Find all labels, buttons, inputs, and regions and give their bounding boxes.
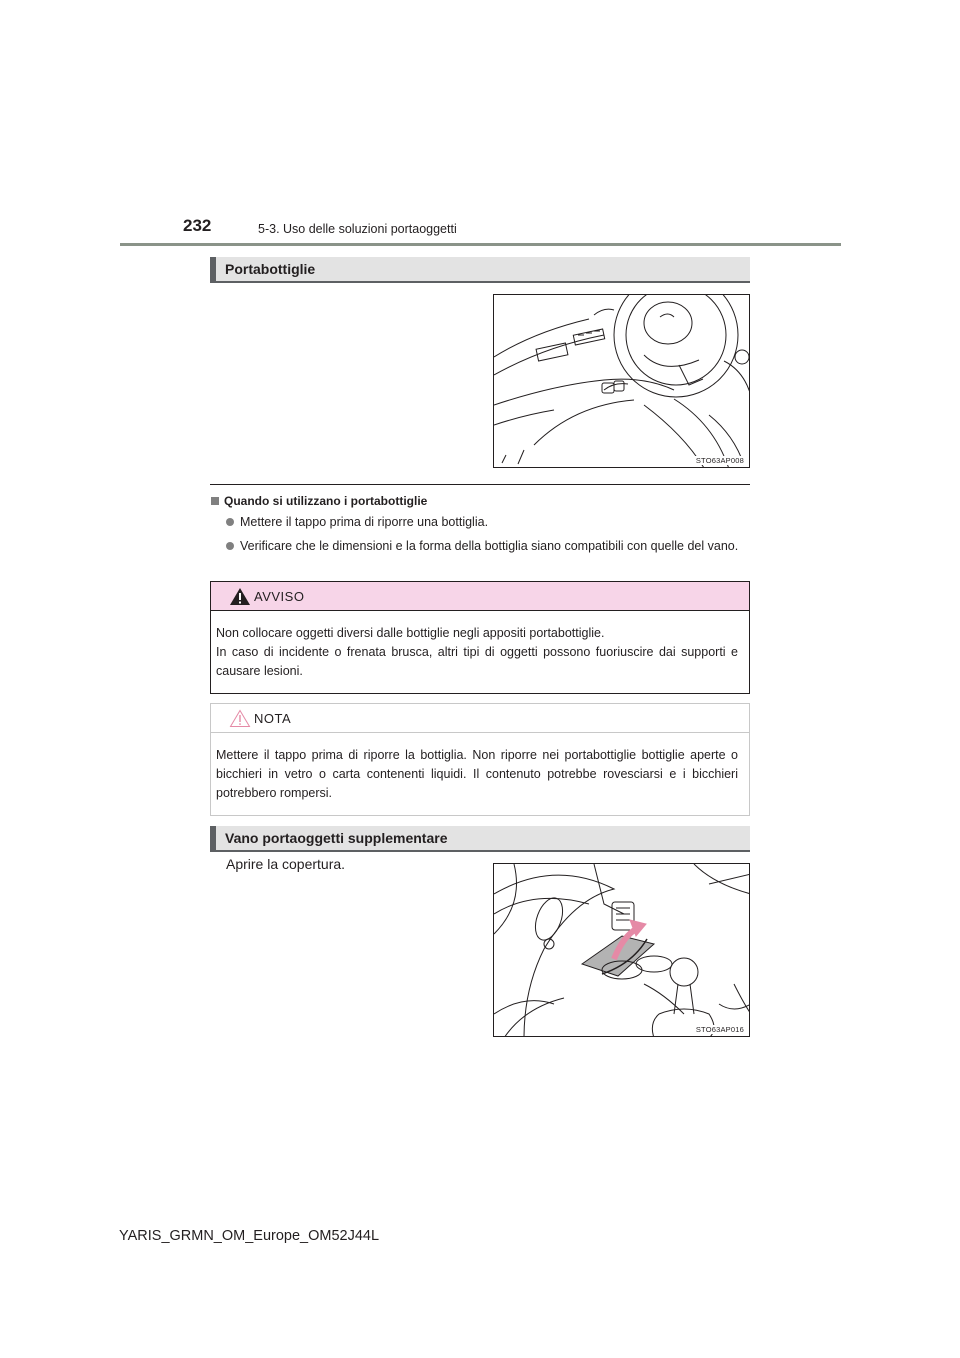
section-heading-vano [210, 826, 750, 852]
subheading [211, 494, 427, 508]
bullet-item [226, 537, 750, 556]
section-title: 5-3. Uso delle soluzioni portaoggetti [258, 222, 457, 236]
bullet-text: Mettere il tappo prima di riporre una bottiglia. [240, 515, 489, 529]
page-number: 232 [183, 216, 212, 235]
warning-header [211, 582, 749, 611]
footer-document-id: YARIS_GRMN_OM_Europe_OM52J44L [119, 1228, 380, 1244]
notice-body: Mettere il tappo prima di riporre la bottiglia. Non riporre nei portabottiglie bottiglie aperte o bicchieri in vetro o carta contenenti liquidi. Il contenuto potrebbe rovesciarsi e i bicchieri potrebbero rompersi. [216, 748, 738, 800]
section-heading-text: Vano portaoggetti supplementare [225, 830, 448, 846]
subheading-text: Quando si utilizzano i portabottiglie [224, 494, 428, 508]
bullet-text: Verificare che le dimensioni e la forma della bottiglia siano compatibili con quelle del vano. [240, 539, 739, 553]
section-heading-bar [210, 257, 216, 281]
warning-line: Non collocare oggetti diversi dalle bottiglie negli appositi portabottiglie. [216, 626, 605, 640]
figure-code: STO63AP008 [695, 456, 744, 465]
warning-box [210, 581, 750, 694]
subheading-rule [210, 484, 750, 485]
bullet-dot-icon [226, 518, 234, 526]
section-heading-bar [210, 826, 216, 850]
warning-triangle-icon [229, 587, 251, 606]
square-bullet-icon [211, 497, 219, 505]
warning-body [216, 624, 738, 681]
bottle-holder-illustration [493, 294, 750, 468]
header-rule [120, 243, 841, 246]
section-heading-text: Portabottiglie [225, 261, 316, 277]
warning-label: AVVISO [254, 589, 305, 604]
instruction-text: Aprire la copertura. [226, 856, 346, 872]
bullet-item [226, 513, 750, 532]
warning-line: In caso di incidente o frenata brusca, altri tipi di oggetti possono fuoriuscire dai supporti e causare lesioni. [216, 645, 738, 678]
notice-header [211, 704, 749, 733]
storage-compartment-illustration [493, 863, 750, 1037]
caution-triangle-icon [229, 709, 251, 728]
figure-code: STO63AP016 [695, 1025, 744, 1034]
section-heading-portabottiglie [210, 257, 750, 283]
notice-label: NOTA [254, 711, 292, 726]
bullet-dot-icon [226, 542, 234, 550]
notice-box [210, 703, 750, 816]
